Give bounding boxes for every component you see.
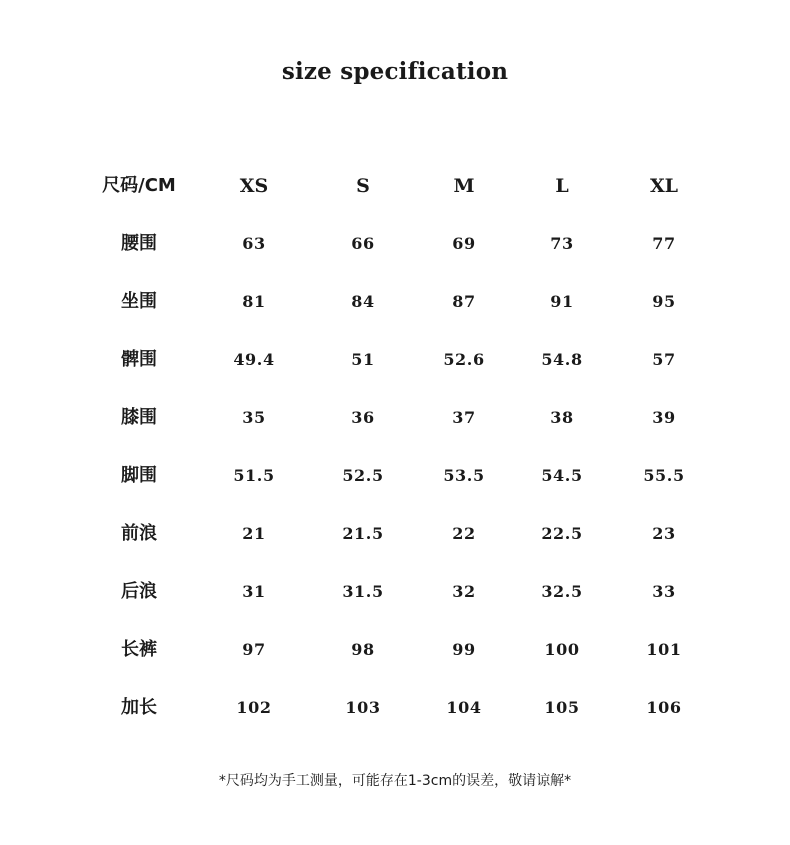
- size-header-xs: XS: [239, 175, 269, 197]
- table-cell: 95: [652, 292, 676, 311]
- size-header-l: L: [555, 175, 569, 197]
- table-cell: 35: [242, 408, 266, 427]
- table-cell: 106: [646, 698, 682, 717]
- row-label: 坐围: [121, 291, 157, 312]
- table-cell: 52.6: [443, 350, 485, 369]
- table-cell: 69: [452, 234, 476, 253]
- table-cell: 98: [351, 640, 375, 659]
- table-cell: 97: [242, 640, 266, 659]
- size-header-xl: XL: [649, 175, 679, 197]
- table-cell: 21: [242, 524, 266, 543]
- table-cell: 53.5: [443, 466, 485, 485]
- table-cell: 54.8: [541, 350, 583, 369]
- table-row: [0, 621, 790, 679]
- table-cell: 31.5: [342, 582, 384, 601]
- table-cell: 32: [452, 582, 476, 601]
- table-cell: 63: [242, 234, 266, 253]
- table-cell: 23: [652, 524, 676, 543]
- table-cell: 39: [652, 408, 676, 427]
- row-label: 髀围: [121, 349, 157, 370]
- table-row: [0, 505, 790, 563]
- table-cell: 105: [544, 698, 580, 717]
- table-cell: 91: [550, 292, 574, 311]
- table-cell: 22: [452, 524, 476, 543]
- table-cell: 22.5: [541, 524, 583, 543]
- table-cell: 81: [242, 292, 266, 311]
- table-cell: 100: [544, 640, 580, 659]
- table-header-row: [0, 157, 790, 215]
- table-cell: 87: [452, 292, 476, 311]
- size-header-s: S: [356, 175, 370, 197]
- table-cell: 55.5: [643, 466, 685, 485]
- table-cell: 102: [236, 698, 272, 717]
- table-cell: 38: [550, 408, 574, 427]
- table-cell: 104: [446, 698, 482, 717]
- table-row: [0, 447, 790, 505]
- table-cell: 57: [652, 350, 676, 369]
- table-cell: 51: [351, 350, 375, 369]
- table-cell: 37: [452, 408, 476, 427]
- table-cell: 36: [351, 408, 375, 427]
- table-row: [0, 563, 790, 621]
- table-cell: 51.5: [233, 466, 275, 485]
- row-label: 加长: [121, 697, 157, 718]
- row-label: 膝围: [121, 407, 157, 428]
- table-cell: 73: [550, 234, 574, 253]
- table-row: [0, 215, 790, 273]
- table-cell: 54.5: [541, 466, 583, 485]
- size-table: [0, 157, 790, 737]
- table-cell: 52.5: [342, 466, 384, 485]
- table-cell: 21.5: [342, 524, 384, 543]
- table-row: [0, 679, 790, 737]
- size-header-m: M: [453, 175, 475, 197]
- row-label: 前浪: [121, 523, 157, 544]
- row-label: 后浪: [121, 581, 157, 602]
- table-cell: 103: [345, 698, 381, 717]
- row-label: 长裤: [121, 639, 157, 660]
- table-row: [0, 331, 790, 389]
- table-cell: 77: [652, 234, 676, 253]
- table-cell: 101: [646, 640, 682, 659]
- row-label: 腰围: [121, 233, 157, 254]
- table-cell: 99: [452, 640, 476, 659]
- table-cell: 32.5: [541, 582, 583, 601]
- table-cell: 49.4: [233, 350, 275, 369]
- header-label: 尺码/CM: [102, 175, 176, 196]
- row-label: 脚围: [121, 465, 157, 486]
- table-row: [0, 273, 790, 331]
- page-title: size specification: [281, 58, 509, 85]
- table-cell: 66: [351, 234, 375, 253]
- table-cell: 31: [242, 582, 266, 601]
- table-row: [0, 389, 790, 447]
- measurement-note: *尺码均为手工测量，可能存在1-3cm的误差，敬请谅解*: [218, 773, 572, 789]
- table-cell: 33: [652, 582, 676, 601]
- table-cell: 84: [351, 292, 375, 311]
